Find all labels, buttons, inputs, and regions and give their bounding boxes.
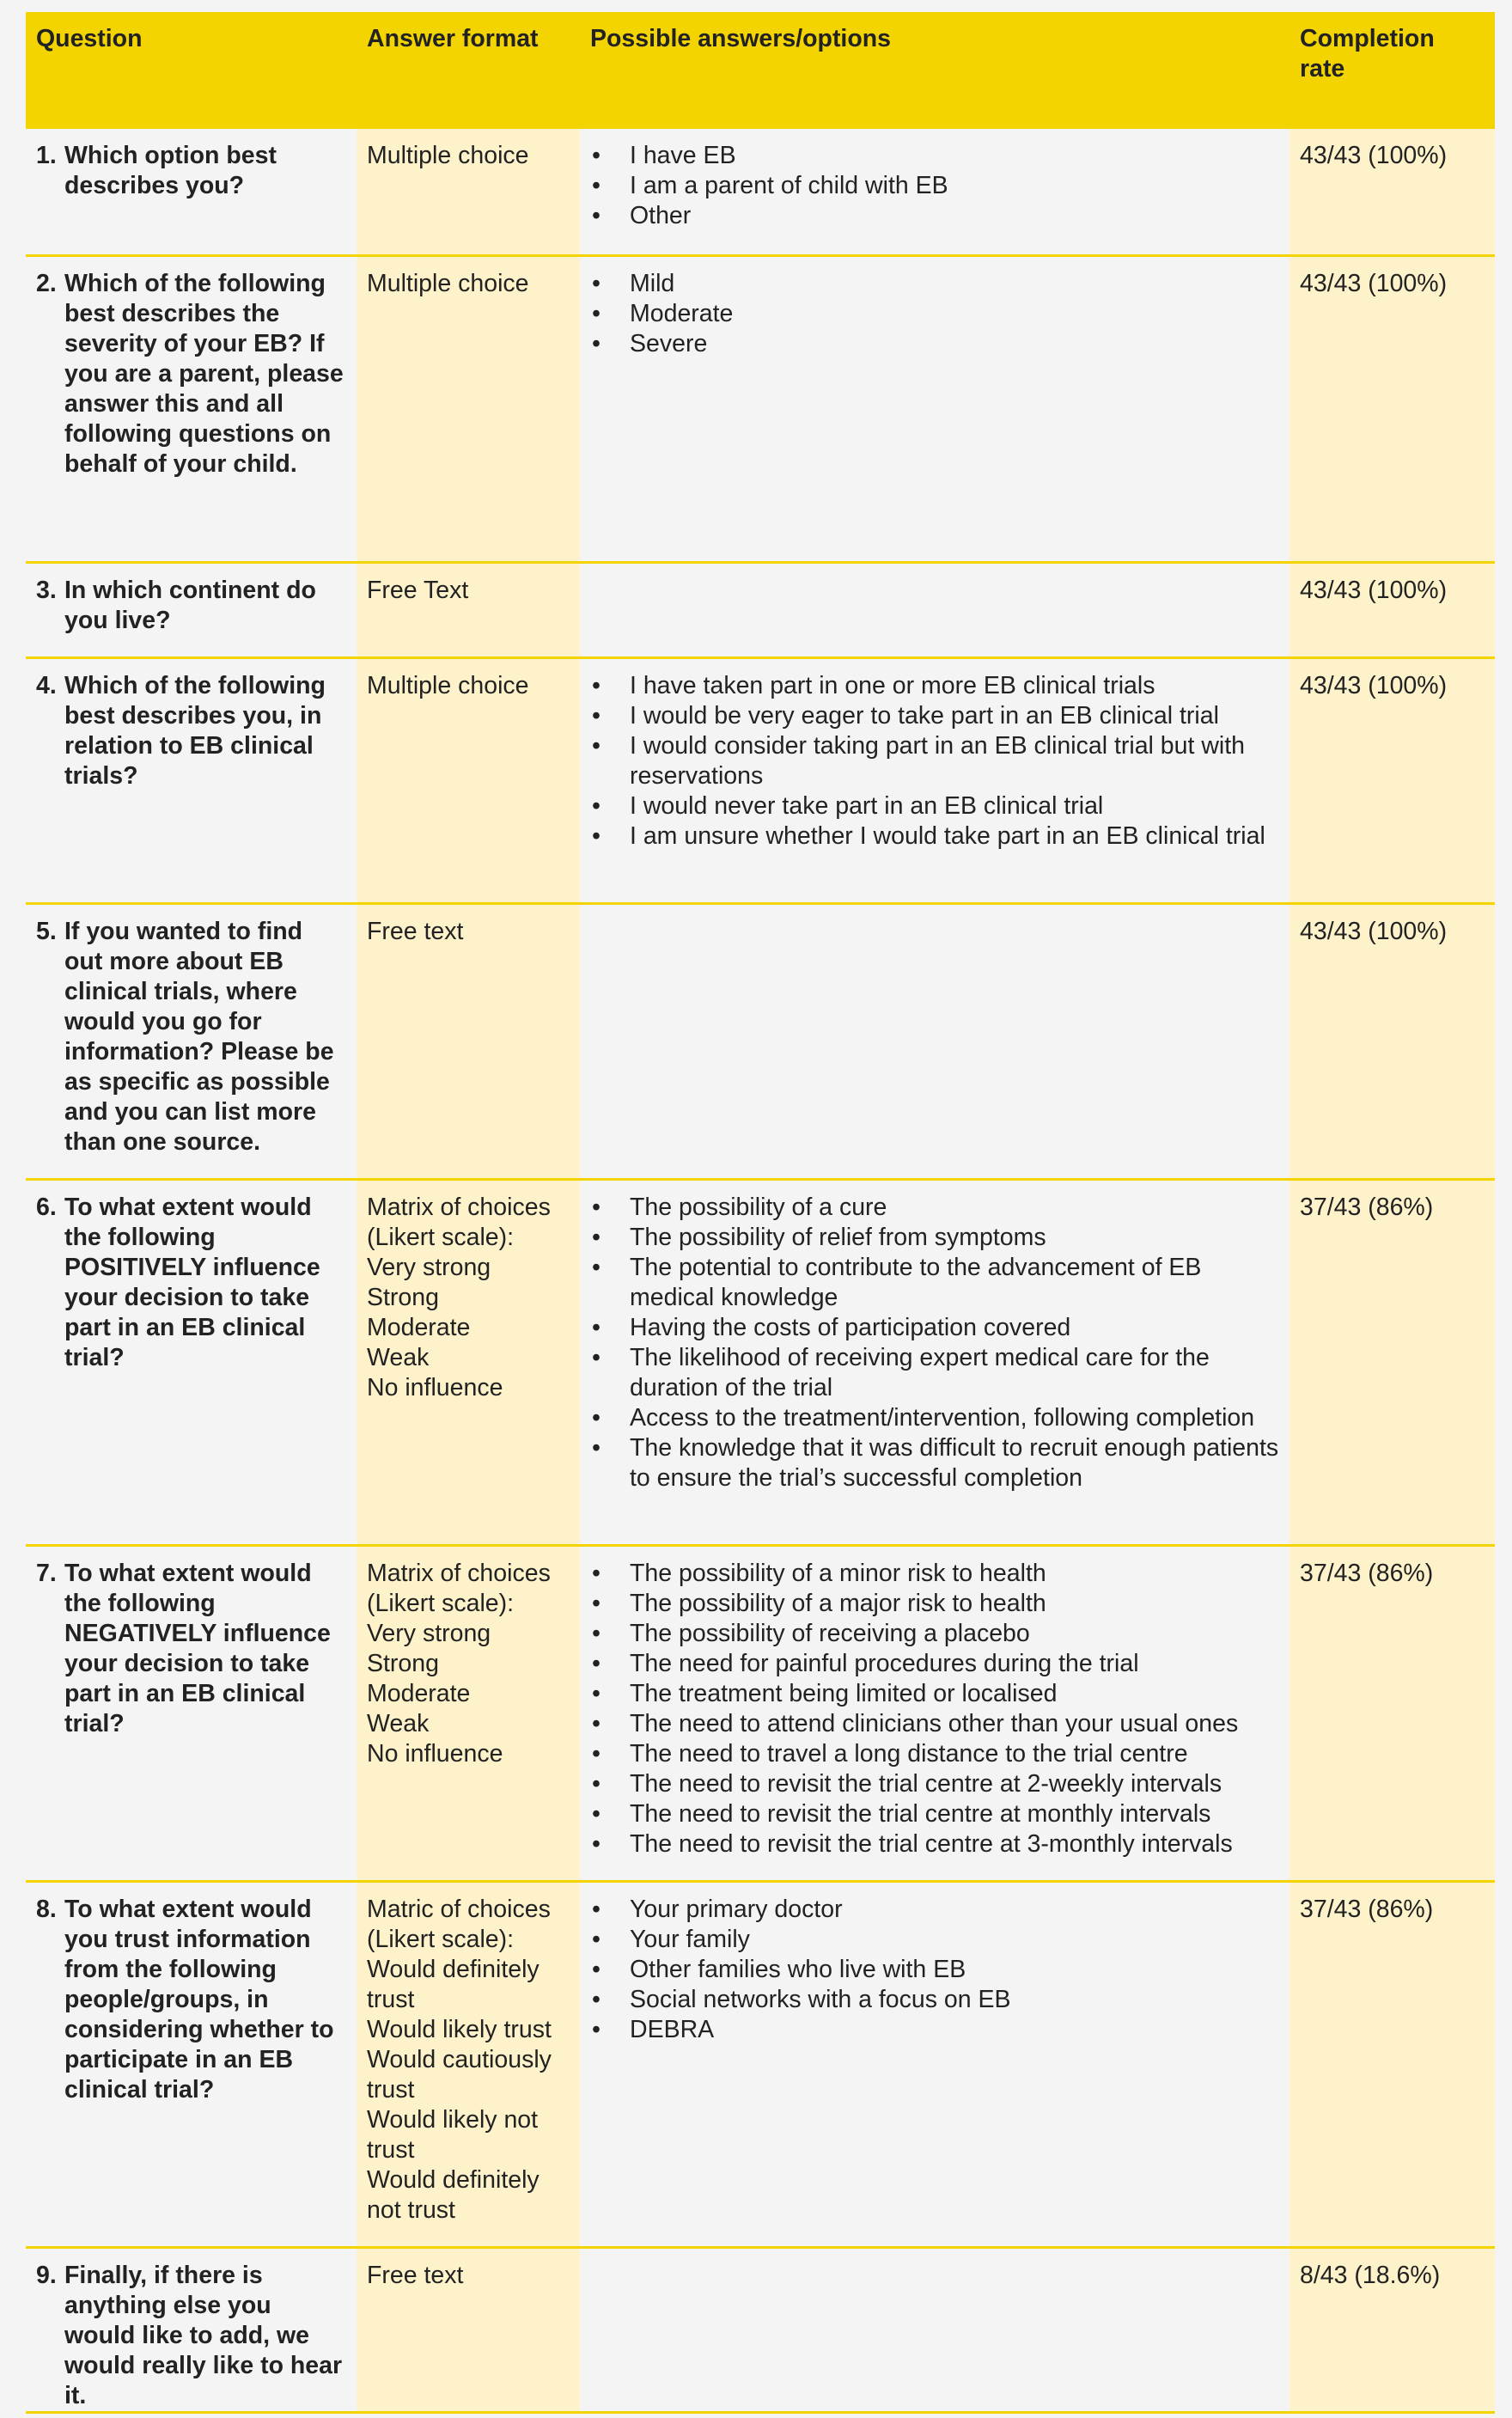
completion-rate-cell: 43/43 (100%) xyxy=(1289,903,1495,1179)
answer-format-line: Matric of choices (Likert scale): xyxy=(367,1895,551,1953)
options-cell xyxy=(580,2247,1289,2412)
question-text: To what extent would the following POSITIVELY influence your decision to take part in an EB clinical trial? xyxy=(64,1193,320,1371)
answer-format-line: Would cautiously trust xyxy=(367,2045,552,2104)
option-item: • Severe xyxy=(590,329,1279,359)
question-cell xyxy=(26,2247,357,2412)
question-content xyxy=(36,917,346,1157)
question-content xyxy=(36,141,346,201)
answer-format-line: Free text xyxy=(367,2261,464,2289)
header-completion-rate: Completion rate xyxy=(1289,12,1495,129)
options-list xyxy=(590,1559,1279,1859)
option-item: • The need to revisit the trial centre at 2-weekly intervals xyxy=(590,1769,1279,1799)
question-number: 2. xyxy=(36,269,57,297)
question-text: Which of the following best describes the severity of your EB? If you are a parent, please answer this and all following questions on behalf of your child. xyxy=(64,269,344,478)
option-item: • I have EB xyxy=(590,141,1279,171)
question-number: 5. xyxy=(36,917,57,945)
table-body xyxy=(26,129,1495,2412)
header-possible-answers: Possible answers/options xyxy=(580,12,1289,129)
answer-format-line: Would definitely trust xyxy=(367,1955,540,2013)
header-row xyxy=(26,12,1495,129)
question-text: To what extent would the following NEGATIVELY influence your decision to take part in an EB clinical trial? xyxy=(64,1559,331,1737)
question-content xyxy=(36,671,346,791)
options-list xyxy=(590,1895,1279,2045)
option-item: • Moderate xyxy=(590,299,1279,329)
option-item: • The possibility of relief from symptoms xyxy=(590,1223,1279,1253)
completion-rate-cell: 43/43 (100%) xyxy=(1289,129,1495,255)
answer-format-cell xyxy=(357,1545,580,1881)
table-row xyxy=(26,903,1495,1179)
option-item: • The possibility of a cure xyxy=(590,1193,1279,1223)
question-content xyxy=(36,2261,346,2411)
option-item: • The treatment being limited or localised xyxy=(590,1679,1279,1709)
option-item: • I am a parent of child with EB xyxy=(590,171,1279,201)
answer-format-cell xyxy=(357,903,580,1179)
answer-format-line: Very strong xyxy=(367,1619,491,1647)
header-answer-format: Answer format xyxy=(357,12,580,129)
table-row xyxy=(26,562,1495,657)
option-item: • I would be very eager to take part in an EB clinical trial xyxy=(590,701,1279,731)
question-number: 4. xyxy=(36,671,57,699)
header-question: Question xyxy=(26,12,357,129)
question-number: 8. xyxy=(36,1895,57,1923)
answer-format-cell xyxy=(357,129,580,255)
question-content xyxy=(36,576,346,636)
option-item: • DEBRA xyxy=(590,2015,1279,2045)
option-item: • Your family xyxy=(590,1925,1279,1955)
question-content xyxy=(36,269,346,479)
answer-format-line: Multiple choice xyxy=(367,142,529,169)
question-cell xyxy=(26,657,357,903)
option-item: • Having the costs of participation covered xyxy=(590,1313,1279,1343)
option-item: • The knowledge that it was difficult to recruit enough patients to ensure the trial’s successful completion xyxy=(590,1433,1279,1493)
table-row xyxy=(26,129,1495,255)
question-number: 1. xyxy=(36,142,57,169)
option-item: • The possibility of receiving a placebo xyxy=(590,1619,1279,1649)
question-text: To what extent would you trust information from the following people/groups, in considering whether to participate in an EB clinical trial? xyxy=(64,1895,334,2104)
options-cell xyxy=(580,903,1289,1179)
option-item: • The need to attend clinicians other than your usual ones xyxy=(590,1709,1279,1739)
options-list xyxy=(590,671,1279,852)
answer-format-line: Moderate xyxy=(367,1679,471,1707)
answer-format-line: Multiple choice xyxy=(367,269,529,297)
answer-format-line: Weak xyxy=(367,1709,430,1737)
answer-format-line: Strong xyxy=(367,1649,439,1677)
option-item: • Mild xyxy=(590,269,1279,299)
completion-rate-cell: 43/43 (100%) xyxy=(1289,657,1495,903)
question-cell xyxy=(26,903,357,1179)
option-item: • The need for painful procedures during the trial xyxy=(590,1649,1279,1679)
survey-questions-table xyxy=(26,12,1495,2414)
completion-rate-cell: 43/43 (100%) xyxy=(1289,255,1495,562)
answer-format-line: Weak xyxy=(367,1343,430,1371)
options-cell xyxy=(580,1179,1289,1545)
option-item: • The need to revisit the trial centre at monthly intervals xyxy=(590,1799,1279,1829)
option-item: • I have taken part in one or more EB clinical trials xyxy=(590,671,1279,701)
completion-rate-cell: 8/43 (18.6%) xyxy=(1289,2247,1495,2412)
answer-format-line: No influence xyxy=(367,1373,503,1401)
completion-rate-cell: 37/43 (86%) xyxy=(1289,1545,1495,1881)
table-row xyxy=(26,1881,1495,2247)
option-item: • The likelihood of receiving expert medical care for the duration of the trial xyxy=(590,1343,1279,1403)
answer-format-line: No influence xyxy=(367,1739,503,1768)
table-row xyxy=(26,1179,1495,1545)
option-item: • Your primary doctor xyxy=(590,1895,1279,1925)
options-list xyxy=(590,141,1279,231)
answer-format-cell xyxy=(357,1881,580,2247)
question-number: 6. xyxy=(36,1193,57,1221)
answer-format-line: Moderate xyxy=(367,1313,471,1341)
answer-format-line: Free Text xyxy=(367,576,469,604)
table-row xyxy=(26,2247,1495,2412)
option-item: • The need to revisit the trial centre at 3-monthly intervals xyxy=(590,1829,1279,1859)
question-cell xyxy=(26,129,357,255)
answer-format-cell xyxy=(357,2247,580,2412)
question-text: Which option best describes you? xyxy=(64,142,277,199)
question-text: Finally, if there is anything else you would like to add, we would really like to hear it. xyxy=(64,2261,343,2409)
answer-format-line: Would likely trust xyxy=(367,2015,552,2043)
answer-format-cell xyxy=(357,1179,580,1545)
table-row xyxy=(26,657,1495,903)
question-number: 9. xyxy=(36,2261,57,2289)
completion-rate-cell: 37/43 (86%) xyxy=(1289,1881,1495,2247)
options-cell xyxy=(580,657,1289,903)
option-item: • Access to the treatment/intervention, following completion xyxy=(590,1403,1279,1433)
question-cell xyxy=(26,255,357,562)
question-text: Which of the following best describes you, in relation to EB clinical trials? xyxy=(64,671,326,790)
option-item: • The possibility of a major risk to health xyxy=(590,1589,1279,1619)
options-cell xyxy=(580,1881,1289,2247)
option-item: • The potential to contribute to the advancement of EB medical knowledge xyxy=(590,1253,1279,1313)
completion-rate-cell: 43/43 (100%) xyxy=(1289,562,1495,657)
options-cell xyxy=(580,129,1289,255)
question-content xyxy=(36,1193,346,1373)
answer-format-line: Strong xyxy=(367,1283,439,1311)
question-text: If you wanted to find out more about EB clinical trials, where would you go for information? Please be as specific as possible and you can list more than one source. xyxy=(64,917,334,1156)
question-cell xyxy=(26,562,357,657)
table-row xyxy=(26,255,1495,562)
question-cell xyxy=(26,1179,357,1545)
question-content xyxy=(36,1895,346,2105)
answer-format-line: Would likely not trust xyxy=(367,2105,539,2164)
option-item: • The need to travel a long distance to the trial centre xyxy=(590,1739,1279,1769)
question-cell xyxy=(26,1881,357,2247)
question-cell xyxy=(26,1545,357,1881)
options-list xyxy=(590,269,1279,359)
question-number: 7. xyxy=(36,1559,57,1587)
options-cell xyxy=(580,255,1289,562)
answer-format-cell xyxy=(357,657,580,903)
options-cell xyxy=(580,1545,1289,1881)
answer-format-line: Very strong xyxy=(367,1253,491,1281)
option-item: • The possibility of a minor risk to health xyxy=(590,1559,1279,1589)
options-list xyxy=(590,1193,1279,1493)
answer-format-line: Multiple choice xyxy=(367,671,529,699)
answer-format-line: Free text xyxy=(367,917,464,945)
completion-rate-cell: 37/43 (86%) xyxy=(1289,1179,1495,1545)
option-item: • I would never take part in an EB clinical trial xyxy=(590,791,1279,821)
option-item: • Other families who live with EB xyxy=(590,1955,1279,1985)
option-item: • Social networks with a focus on EB xyxy=(590,1985,1279,2015)
options-cell xyxy=(580,562,1289,657)
answer-format-cell xyxy=(357,562,580,657)
question-text: In which continent do you live? xyxy=(64,576,316,634)
question-number: 3. xyxy=(36,576,57,604)
question-content xyxy=(36,1559,346,1739)
option-item: • Other xyxy=(590,201,1279,231)
table-header xyxy=(26,12,1495,129)
option-item: • I would consider taking part in an EB clinical trial but with reservations xyxy=(590,731,1279,791)
table-row xyxy=(26,1545,1495,1881)
option-item: • I am unsure whether I would take part in an EB clinical trial xyxy=(590,821,1279,852)
answer-format-line: Would definitely not trust xyxy=(367,2165,540,2224)
answer-format-cell xyxy=(357,255,580,562)
answer-format-line: Matrix of choices (Likert scale): xyxy=(367,1193,551,1251)
answer-format-line: Matrix of choices (Likert scale): xyxy=(367,1559,551,1617)
